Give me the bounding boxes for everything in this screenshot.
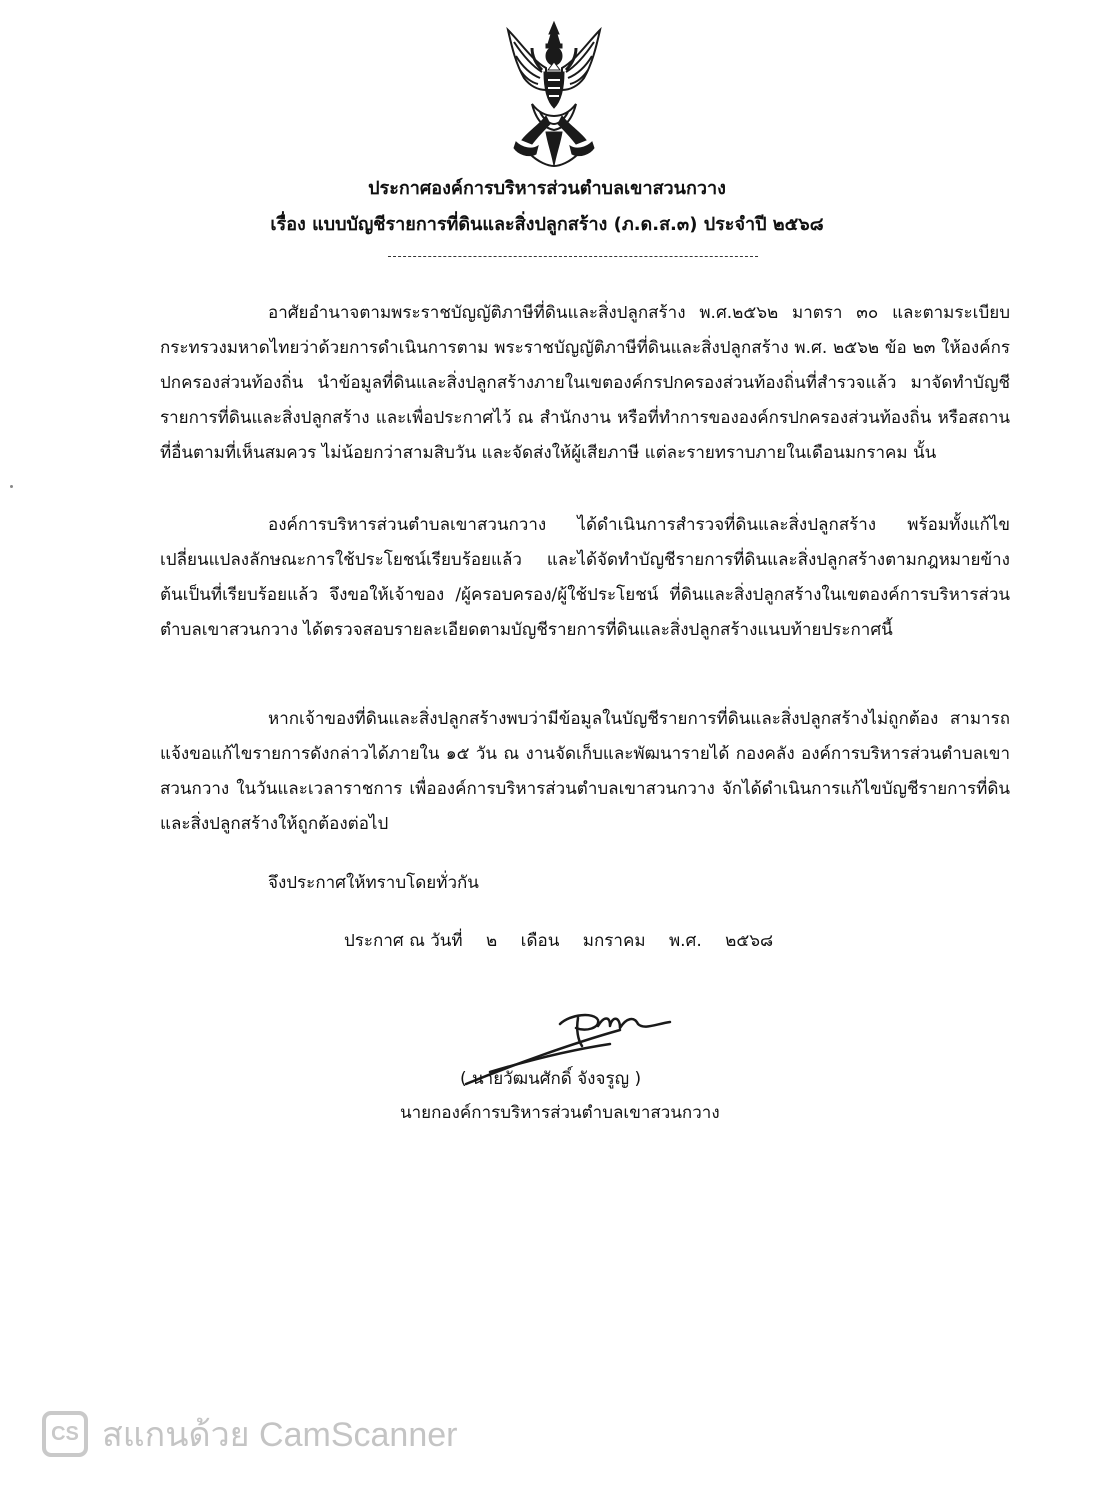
paragraph-text: หากเจ้าของที่ดินและสิ่งปลูกสร้างพบว่ามีข้อมูลในบัญชีรายการที่ดินและสิ่งปลูกสร้างไม่ถูกต้อง สามารถแจ้งขอแก้ไขรายการดังกล่าวได้ภายใน ๑๕ วัน ณ งานจัดเก็บและพัฒนารายได้ กองคลัง องค์การบริหารส่วนตำบลเขาสวนกวาง ในวันและเวลาราชการ เพื่อองค์การบริหารส่วนตำบลเขาสวนกวาง จักได้ดำเนินการแก้ไขบัญชีรายการที่ดินและสิ่งปลูกสร้างให้ถูกต้องต่อไป bbox=[160, 709, 1010, 834]
paragraph-authority bbox=[160, 296, 1010, 471]
title-divider bbox=[388, 256, 758, 257]
date-month-label: เดือน bbox=[520, 931, 560, 951]
announcement-date bbox=[344, 926, 791, 956]
closing-statement: จึงประกาศให้ทราบโดยทั่วกัน bbox=[268, 873, 479, 893]
garuda-emblem-icon bbox=[502, 20, 606, 170]
date-year: ๒๕๖๘ bbox=[725, 931, 774, 951]
camscanner-watermark bbox=[42, 1410, 457, 1458]
paragraph-correction bbox=[160, 702, 1010, 842]
camscanner-logo-icon: CS bbox=[42, 1411, 88, 1457]
signer-name: ( นายวัฒนศักดิ์ จังจรูญ ) bbox=[460, 1069, 642, 1089]
scan-speck bbox=[10, 485, 13, 488]
announcement-title: ประกาศองค์การบริหารส่วนตำบลเขาสวนกวาง bbox=[368, 178, 726, 199]
date-day: ๒ bbox=[486, 931, 498, 951]
signer-position: นายกองค์การบริหารส่วนตำบลเขาสวนกวาง bbox=[400, 1103, 720, 1123]
watermark-text: สแกนด้วย CamScanner bbox=[102, 1416, 458, 1454]
date-prefix: ประกาศ ณ วันที่ bbox=[344, 931, 463, 951]
announcement-subject: เรื่อง แบบบัญชีรายการที่ดินและสิ่งปลูกสร้าง (ภ.ด.ส.๓) ประจำปี ๒๕๖๘ bbox=[270, 214, 824, 235]
date-month: มกราคม bbox=[582, 931, 646, 951]
paragraph-text: องค์การบริหารส่วนตำบลเขาสวนกวาง ได้ดำเนินการสำรวจที่ดินและสิ่งปลูกสร้าง พร้อมทั้งแก้ไขเปลี่ยนแปลงลักษณะการใช้ประโยชน์เรียบร้อยแล้ว และได้จัดทำบัญชีรายการที่ดินและสิ่งปลูกสร้างตามกฎหมายข้างต้นเป็นที่เรียบร้อยแล้ว จึงขอให้เจ้าของ /ผู้ครอบครอง/ผู้ใช้ประโยชน์ ที่ดินและสิ่งปลูกสร้างในเขตองค์การบริหารส่วนตำบลเขาสวนกวาง ได้ตรวจสอบรายละเอียดตามบัญชีรายการที่ดินและสิ่งปลูกสร้างแนบท้ายประกาศนี้ bbox=[160, 515, 1010, 640]
paragraph-text: อาศัยอำนาจตามพระราชบัญญัติภาษีที่ดินและสิ่งปลูกสร้าง พ.ศ.๒๕๖๒ มาตรา ๓๐ และตามระเบียบกระทรวงมหาดไทยว่าด้วยการดำเนินการตาม พระราชบัญญัติภาษีที่ดินและสิ่งปลูกสร้าง พ.ศ. ๒๕๖๒ ข้อ ๒๓ ให้องค์กรปกครองส่วนท้องถิ่น นำข้อมูลที่ดินและสิ่งปลูกสร้างภายในเขตองค์กรปกครองส่วนท้องถิ่นที่สำรวจแล้ว มาจัดทำบัญชีรายการที่ดินและสิ่งปลูกสร้าง และเพื่อประกาศไว้ ณ สำนักงาน หรือที่ทำการขององค์กรปกครองส่วนท้องถิ่น หรือสถานที่อื่นตามที่เห็นสมควร ไม่น้อยกว่าสามสิบวัน และจัดส่งให้ผู้เสียภาษี แต่ละรายทราบภายในเดือนมกราคม นั้น bbox=[160, 303, 1010, 463]
date-year-label: พ.ศ. bbox=[668, 931, 702, 951]
paragraph-survey bbox=[160, 508, 1010, 648]
